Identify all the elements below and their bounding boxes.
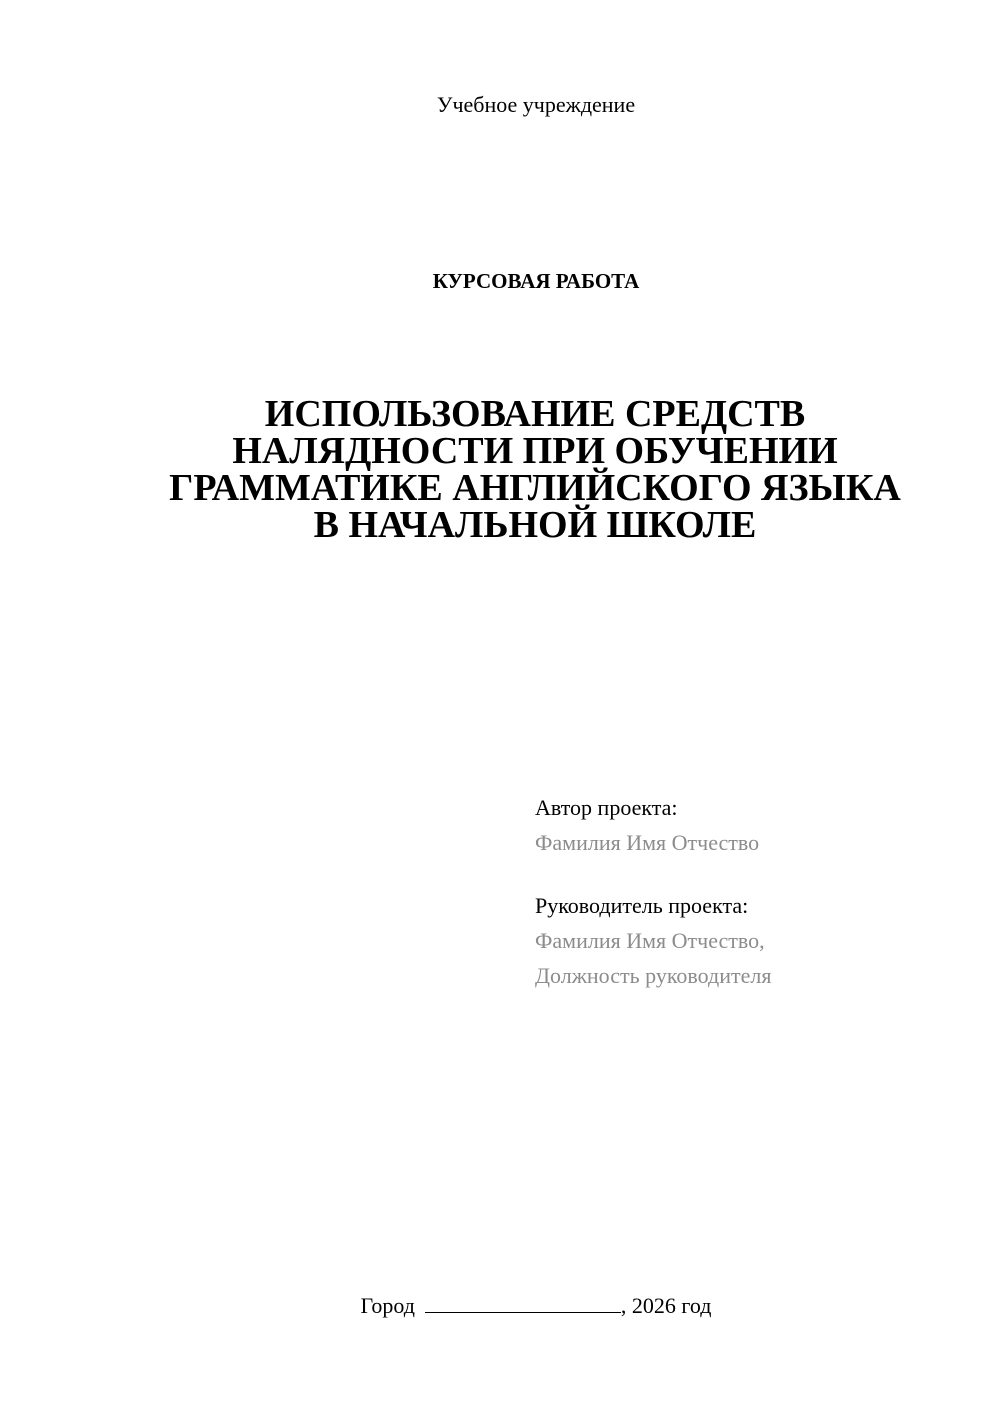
footer-city-year xyxy=(0,1290,1000,1320)
institution-name: Учебное учреждение xyxy=(436,92,636,117)
city-blank-line xyxy=(425,1290,621,1313)
work-title-line: ИСПОЛЬЗОВАНИЕ СРЕДСТВ xyxy=(264,393,806,435)
credits-block xyxy=(535,790,975,993)
author-label: Автор проекта: xyxy=(535,795,678,820)
work-title-line: ГРАММАТИКЕ АНГЛИЙСКОГО ЯЗЫКА xyxy=(169,467,901,509)
credits-spacer xyxy=(535,860,975,888)
work-title-line: НАЛЯДНОСТИ ПРИ ОБУЧЕНИИ xyxy=(232,430,838,472)
work-type-heading: КУРСОВАЯ РАБОТА xyxy=(432,269,640,293)
author-name: Фамилия Имя Отчество xyxy=(535,830,760,855)
work-title xyxy=(110,393,960,546)
year-text: , 2026 год xyxy=(620,1293,712,1318)
city-label: Город xyxy=(360,1293,415,1318)
work-title-line: В НАЧАЛЬНОЙ ШКОЛЕ xyxy=(313,504,757,546)
supervisor-position: Должность руководителя xyxy=(535,963,772,988)
supervisor-label: Руководитель проекта: xyxy=(535,893,749,918)
supervisor-name: Фамилия Имя Отчество, xyxy=(535,928,765,953)
